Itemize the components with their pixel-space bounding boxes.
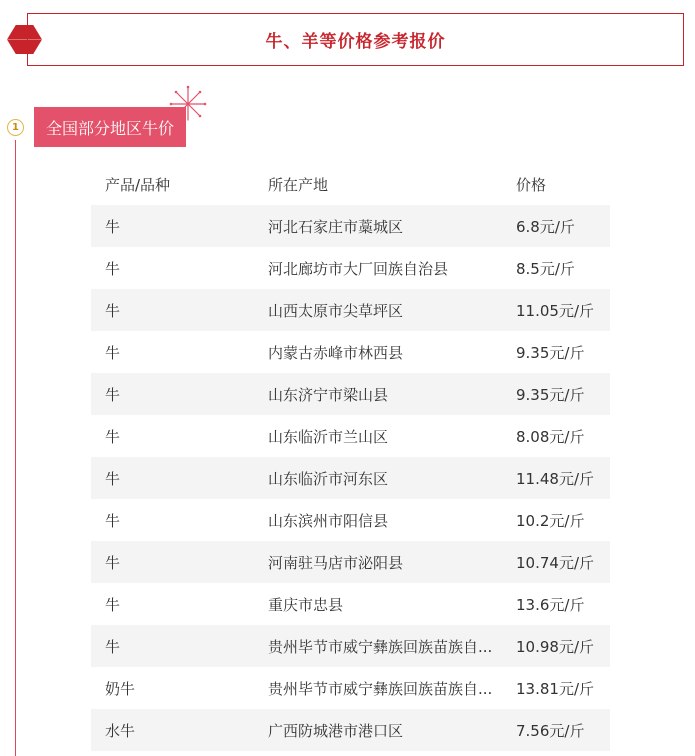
cell-price: 9.35元/斤 (516, 385, 585, 404)
cell-origin: 广西防城港市港口区 (268, 721, 404, 740)
table-row (91, 457, 610, 499)
cell-origin: 内蒙古赤峰市林西县 (268, 343, 404, 362)
table-row (91, 667, 610, 709)
table-row (91, 583, 610, 625)
table-row (91, 247, 610, 289)
cell-price: 13.6元/斤 (516, 595, 585, 614)
price-table (91, 163, 610, 751)
cell-origin: 河北廊坊市大厂回族自治县 (268, 259, 449, 278)
cell-price: 10.98元/斤 (516, 637, 594, 656)
column-header-price: 价格 (516, 175, 547, 194)
cell-product: 牛 (105, 469, 121, 488)
step-number-badge: 1 (7, 119, 24, 136)
table-row (91, 499, 610, 541)
cell-origin: 山东临沂市兰山区 (268, 427, 389, 446)
cell-price: 8.08元/斤 (516, 427, 585, 446)
cell-product: 牛 (105, 385, 121, 404)
cell-price: 6.8元/斤 (516, 217, 575, 236)
title-banner (27, 13, 684, 66)
cell-origin: 贵州毕节市威宁彝族回族苗族自... (268, 637, 493, 656)
cell-price: 11.05元/斤 (516, 301, 594, 320)
cell-product: 牛 (105, 553, 121, 572)
cell-price: 9.35元/斤 (516, 343, 585, 362)
section-heading: 全国部分地区牛价 (34, 107, 186, 147)
cell-origin: 重庆市忠县 (268, 595, 344, 614)
table-row (91, 205, 610, 247)
column-header-origin: 所在产地 (268, 175, 329, 194)
firework-icon (168, 84, 208, 124)
cell-origin: 河南驻马店市泌阳县 (268, 553, 404, 572)
cell-origin: 河北石家庄市藁城区 (268, 217, 404, 236)
page-title: 牛、羊等价格参考报价 (265, 32, 446, 52)
table-row (91, 541, 610, 583)
cell-origin: 山东滨州市阳信县 (268, 511, 389, 530)
cell-price: 10.74元/斤 (516, 553, 594, 572)
table-row (91, 709, 610, 751)
cell-product: 奶牛 (105, 679, 136, 698)
cell-price: 11.48元/斤 (516, 469, 594, 488)
cell-product: 牛 (105, 301, 121, 320)
table-row (91, 373, 610, 415)
cell-product: 牛 (105, 595, 121, 614)
cell-product: 牛 (105, 259, 121, 278)
cell-origin: 山西太原市尖草坪区 (268, 301, 404, 320)
cell-product: 牛 (105, 217, 121, 236)
cell-price: 10.2元/斤 (516, 511, 585, 530)
table-row (91, 625, 610, 667)
cell-product: 牛 (105, 427, 121, 446)
table-header-row (91, 163, 610, 205)
cell-origin: 贵州毕节市威宁彝族回族苗族自... (268, 679, 493, 698)
table-row (91, 331, 610, 373)
timeline-line (15, 140, 16, 756)
cell-product: 牛 (105, 637, 121, 656)
cell-product: 牛 (105, 343, 121, 362)
cell-price: 8.5元/斤 (516, 259, 575, 278)
cell-product: 牛 (105, 511, 121, 530)
cell-origin: 山东临沂市河东区 (268, 469, 389, 488)
cell-price: 13.81元/斤 (516, 679, 594, 698)
table-row (91, 415, 610, 457)
cell-product: 水牛 (105, 721, 136, 740)
column-header-product: 产品/品种 (105, 175, 171, 194)
cell-price: 7.56元/斤 (516, 721, 585, 740)
cell-origin: 山东济宁市梁山县 (268, 385, 389, 404)
table-body (91, 205, 610, 751)
table-row (91, 289, 610, 331)
